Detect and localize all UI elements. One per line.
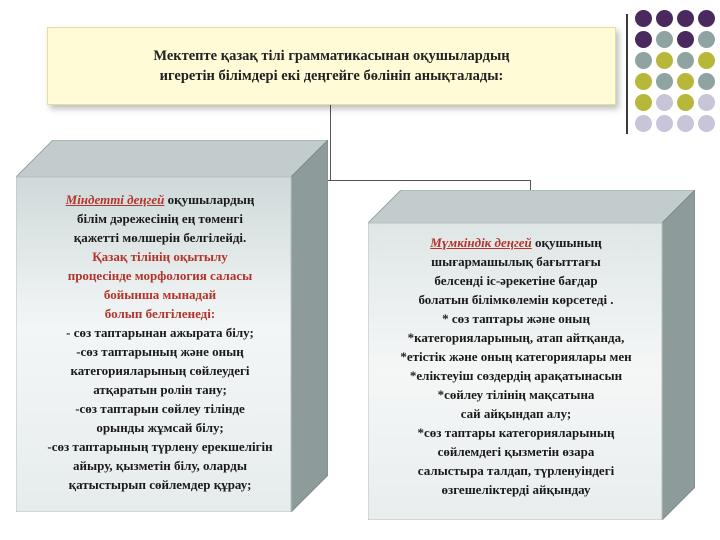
decorative-dot xyxy=(635,31,652,48)
text-line: қажетті мөлшерін белгілейді. xyxy=(73,230,247,245)
list-item: салыстыра талдап, түрленуіндегі xyxy=(417,463,615,478)
list-item: категорияларының сөйлеудегі xyxy=(70,363,250,378)
decorative-dot xyxy=(677,31,694,48)
list-item: атқаратын ролін тану; xyxy=(93,382,227,397)
decorative-dot xyxy=(677,10,694,27)
list-item: айыру, қызметін білу, оларды xyxy=(73,458,247,473)
text-line: шығармашылық бағыттағы xyxy=(431,254,601,269)
text-line-red: Қазақ тілінің оқытылу xyxy=(92,249,228,264)
text-line: белсенді іс-әрекетіне бағдар xyxy=(434,273,598,288)
header-line-2: игеретін білімдері екі деңгейге бөлініп анықталады: xyxy=(159,68,504,84)
list-item: * сөз таптары және оның xyxy=(442,311,590,326)
possibility-level-title: Мүмкіндік деңгей xyxy=(430,235,532,250)
list-item: *категорияларының, атап айтқанда, xyxy=(407,330,625,345)
list-item: сай айқындап алу; xyxy=(460,406,572,421)
decorative-dot xyxy=(698,115,715,132)
list-item: сөйлемдегі қызметін өзара xyxy=(437,444,595,459)
text-line-red: болып белгіленеді: xyxy=(104,306,216,321)
list-item: -сөз таптарының және оның xyxy=(76,344,244,359)
decorative-dot xyxy=(635,115,652,132)
list-item: өзгешеліктерді айқындау xyxy=(441,482,591,497)
header-line-1: Мектепте қазақ тілі грамматикасынан оқушылардың xyxy=(153,48,510,64)
mandatory-level-box xyxy=(16,140,328,512)
text-line-red: бойынша мынадай xyxy=(103,287,217,302)
possibility-level-text xyxy=(374,233,658,499)
header-box xyxy=(47,27,616,105)
decorative-dot xyxy=(656,115,673,132)
decorative-dot xyxy=(635,73,652,90)
decorative-dot xyxy=(656,31,673,48)
decorative-dot xyxy=(698,73,715,90)
mandatory-level-title: Міндетті деңгей xyxy=(65,192,165,207)
text-line-red: процесінде морфология саласы xyxy=(67,268,253,283)
decorative-dot xyxy=(656,10,673,27)
decorative-dot xyxy=(677,115,694,132)
mandatory-level-text xyxy=(16,190,304,494)
mandatory-level-title-rest: оқушылардың xyxy=(164,192,255,207)
decorative-dot xyxy=(635,94,652,111)
list-item: *етістік және оның категориялары мен xyxy=(400,349,632,364)
connector-trunk xyxy=(330,103,331,180)
decorative-dot xyxy=(635,52,652,69)
list-item: *сөз таптары категорияларының xyxy=(417,425,615,440)
decorative-dot xyxy=(698,31,715,48)
decorative-dot xyxy=(656,52,673,69)
list-item: *сөйлеу тілінің мақсатына xyxy=(437,387,595,402)
list-item: *еліктеуіш сөздердің арақатынасын xyxy=(409,368,623,383)
possibility-level-title-rest: оқушының xyxy=(531,235,602,250)
text-line: болатын білімкөлемін көрсетеді . xyxy=(418,292,614,307)
decorative-dot xyxy=(698,52,715,69)
text-line: білім дәрежесінің ең төменгі xyxy=(77,211,243,226)
list-item: қатыстырып сөйлемдер құрау; xyxy=(68,477,252,492)
decorative-divider xyxy=(626,14,628,134)
list-item: орынды жұмсай білу; xyxy=(96,420,224,435)
decorative-dot xyxy=(677,73,694,90)
decorative-dot xyxy=(635,10,652,27)
decorative-dot xyxy=(677,52,694,69)
list-item: - сөз таптарынан ажырата білу; xyxy=(66,325,254,340)
list-item: -сөз таптарының түрлену ерекшелігін xyxy=(47,439,273,454)
decorative-dot xyxy=(677,94,694,111)
possibility-level-box xyxy=(368,190,695,520)
decorative-dot xyxy=(656,73,673,90)
decorative-dot xyxy=(698,10,715,27)
list-item: -сөз таптарын сөйлеу тілінде xyxy=(75,401,245,416)
decorative-dot xyxy=(656,94,673,111)
decorative-dot xyxy=(698,94,715,111)
